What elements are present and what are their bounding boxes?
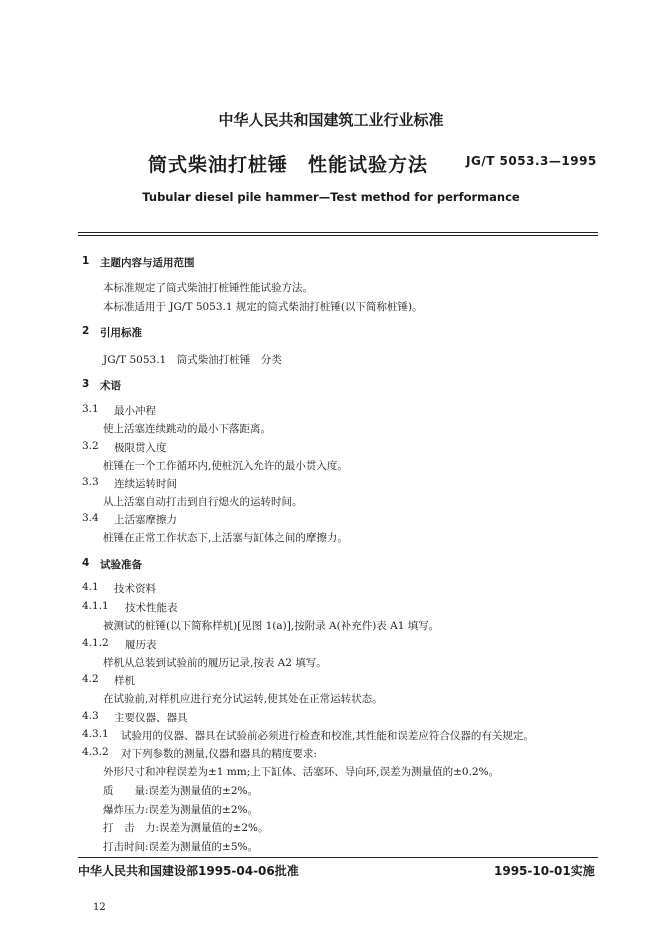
top-rule (78, 232, 598, 233)
clause-title: 技术性能表 (125, 602, 178, 614)
section-heading: 术语 (100, 380, 121, 392)
clause-number: 3.4 (82, 512, 99, 524)
clause-title: 最小冲程 (114, 405, 156, 417)
section-number: 2 (82, 325, 90, 337)
list-item: 打击时间:误差为测量值的±5%。 (103, 841, 258, 853)
clause-number: 3.2 (82, 440, 99, 452)
section-heading: 引用标准 (100, 327, 142, 339)
issuer-heading: 中华人民共和国建筑工业行业标准 (218, 111, 444, 129)
clause-title: 主要仪器、器具 (114, 712, 188, 724)
paragraph: 使上活塞连续跳动的最小下落距离。 (103, 423, 271, 435)
top-rule-double (78, 235, 598, 236)
paragraph: 从上活塞自动打击到自行熄火的运转时间。 (103, 496, 303, 508)
section-number: 1 (82, 255, 90, 267)
clause-title: 技术资料 (114, 583, 156, 595)
clause-title: 履历表 (125, 639, 157, 651)
clause-title: 上活塞摩擦力 (114, 514, 177, 526)
clause-title: 连续运转时间 (114, 478, 177, 490)
list-item: 质 量:误差为测量值的±2%。 (103, 785, 258, 797)
clause-number: 4.3.2 (82, 746, 109, 758)
clause-title: 样机 (114, 675, 135, 687)
paragraph: 样机从总装到试验前的履历记录,按表 A2 填写。 (103, 657, 327, 669)
clause-number: 4.3 (82, 710, 99, 722)
paragraph: 桩锤在正常工作状态下,上活塞与缸体之间的摩擦力。 (103, 532, 348, 544)
clause-number: 4.1 (82, 581, 99, 593)
standard-number: JG/T 5053.3—1995 (466, 154, 597, 168)
paragraph: 本标准适用于 JG/T 5053.1 规定的筒式柴油打桩锤(以下简称桩锤)。 (103, 301, 423, 313)
clause-number: 4.1.2 (82, 637, 109, 649)
clause-number: 4.3.1 (82, 728, 109, 740)
reference-item: JG/T 5053.1 筒式柴油打桩锤 分类 (103, 354, 282, 366)
section-heading: 主题内容与适用范围 (100, 257, 195, 269)
list-item: 外形尺寸和冲程误差为±1 mm;上下缸体、活塞环、导向环,误差为测量值的±0.2%。 (103, 766, 500, 778)
paragraph: 在试验前,对样机应进行充分试运转,使其处在正常运转状态。 (103, 693, 383, 705)
paragraph: 本标准规定了筒式柴油打桩锤性能试验方法。 (103, 282, 313, 294)
section-number: 4 (82, 557, 90, 569)
paragraph: 桩锤在一个工作循环内,使桩沉入允许的最小贯入度。 (103, 460, 348, 472)
clause-number: 3.3 (82, 476, 99, 488)
footer-rule (78, 857, 598, 858)
list-item: 爆炸压力:误差为测量值的±2%。 (103, 804, 258, 816)
page-number: 12 (93, 902, 106, 913)
section-heading: 试验准备 (100, 559, 142, 571)
clause-title: 极限贯入度 (114, 442, 167, 454)
list-item: 打 击 力:误差为测量值的±2%。 (103, 822, 269, 834)
clause-number: 4.1.1 (82, 600, 109, 612)
approval-line: 中华人民共和国建设部1995-04-06批准 (78, 864, 299, 878)
clause-number: 3.1 (82, 403, 99, 415)
paragraph: 试验用的仪器、器具在试验前必须进行检查和校准,其性能和误差应符合仪器的有关规定。 (121, 730, 534, 742)
section-number: 3 (82, 378, 90, 390)
implementation-date: 1995-10-01实施 (494, 864, 595, 878)
clause-number: 4.2 (82, 673, 99, 685)
standard-title: 筒式柴油打桩锤 性能试验方法 (148, 154, 429, 176)
english-title: Tubular diesel pile hammer—Test method for performance (142, 190, 520, 204)
paragraph: 对下列参数的测量,仪器和器具的精度要求: (121, 748, 317, 760)
paragraph: 被测试的桩锤(以下简称样机)[见图 1(a)],按附录 A(补充件)表 A1 填写。 (103, 620, 440, 632)
